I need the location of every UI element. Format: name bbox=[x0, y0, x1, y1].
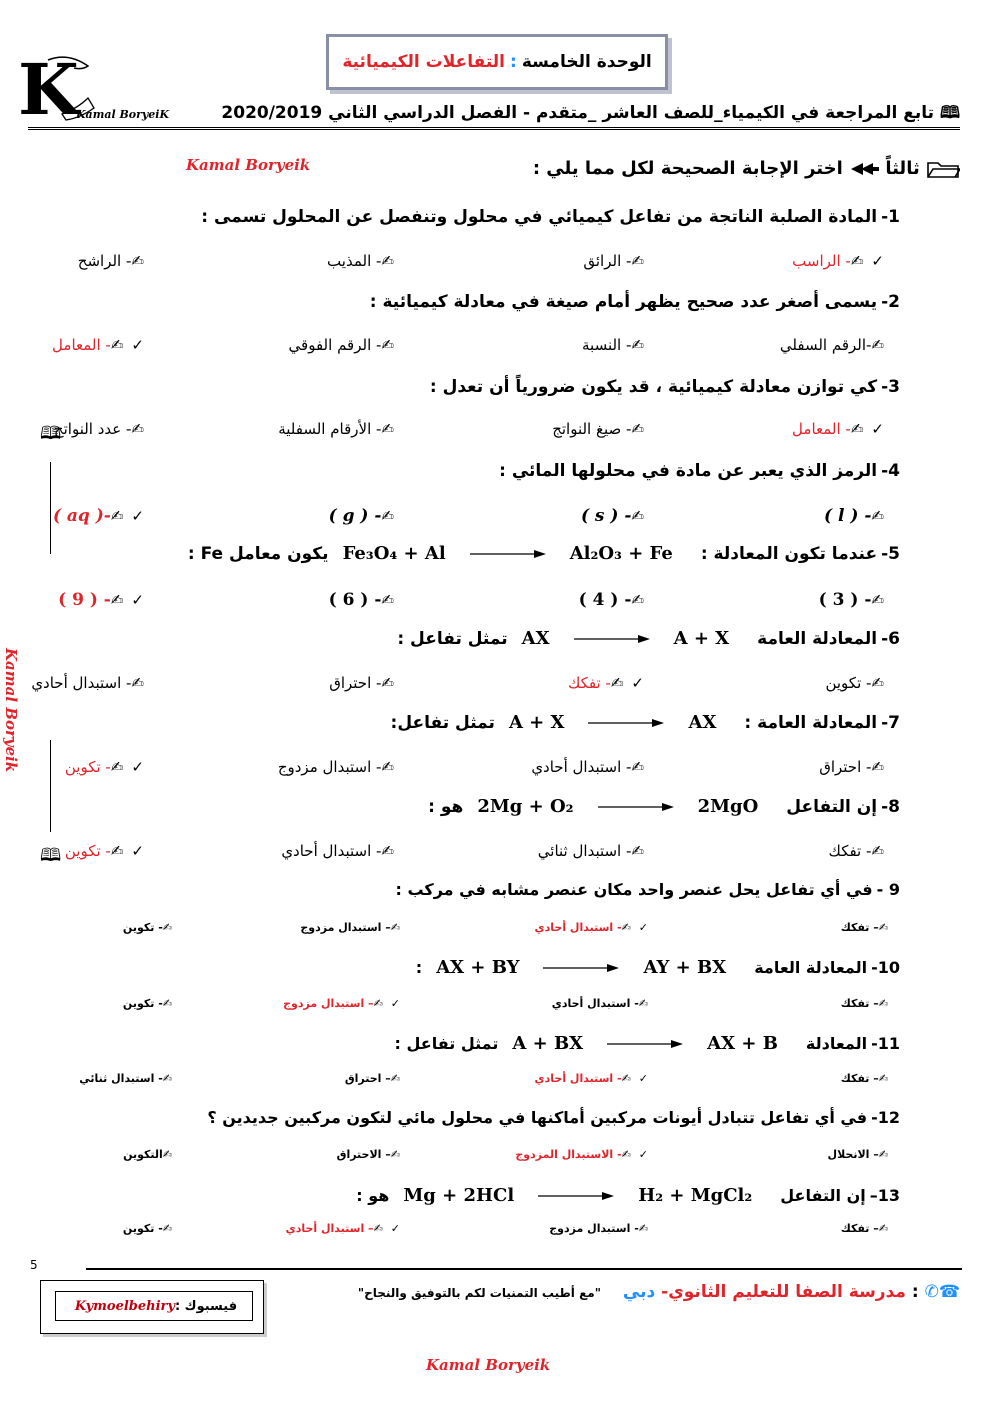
wishes: "مع أطيب التمنيات لكم بالتوفيق والنجاح" bbox=[357, 1286, 601, 1300]
option-7-3[interactable] bbox=[278, 758, 394, 776]
reaction-arrow-icon bbox=[586, 717, 666, 729]
pen-icon: ✍ bbox=[131, 674, 144, 692]
pen-icon: ✍ bbox=[381, 842, 394, 860]
option-11-3[interactable] bbox=[345, 1072, 400, 1085]
pen-icon: ✍ bbox=[110, 591, 124, 609]
pen-icon: ✍ bbox=[631, 842, 644, 860]
question-text: المعادلة bbox=[805, 1034, 868, 1053]
option-text: - استبدال أحادي bbox=[534, 921, 622, 934]
option-5-3[interactable] bbox=[329, 590, 394, 610]
equation-products: 2MgO bbox=[697, 796, 759, 817]
option-13-2[interactable] bbox=[549, 1222, 648, 1235]
question-1 bbox=[201, 207, 900, 227]
question-text: المعادلة العامة bbox=[757, 629, 878, 649]
option-5-1[interactable] bbox=[819, 590, 884, 610]
option-text: - النسبة bbox=[582, 336, 632, 354]
reaction-arrow-icon bbox=[468, 548, 548, 560]
pen-icon: ✍ bbox=[631, 420, 644, 438]
option-6-2[interactable] bbox=[568, 674, 644, 692]
pen-icon: ✍ bbox=[131, 420, 144, 438]
facebook-inner bbox=[55, 1291, 253, 1321]
pen-icon: ✍ bbox=[878, 1072, 888, 1085]
question-number: 3- bbox=[881, 377, 900, 397]
pen-icon: ✍ bbox=[162, 1222, 172, 1235]
option-text: - استبدال ثنائي bbox=[537, 842, 632, 860]
option-text: - ( g ) bbox=[328, 506, 382, 526]
pen-icon: ✍ bbox=[871, 591, 884, 609]
option-8-2[interactable] bbox=[538, 842, 644, 860]
equation-products: AX bbox=[688, 712, 717, 733]
equation bbox=[522, 628, 729, 649]
equation-reactants: AX bbox=[521, 628, 550, 649]
pen-icon: ✍ bbox=[381, 420, 394, 438]
question-number: 2- bbox=[881, 292, 900, 312]
option-5-4[interactable] bbox=[58, 590, 144, 610]
check-icon: ✓ bbox=[390, 997, 400, 1010]
pen-icon: ✍ bbox=[621, 921, 631, 934]
option-13-4[interactable] bbox=[123, 1222, 172, 1235]
option-text: – احتراق bbox=[344, 1072, 391, 1085]
pen-icon: ✍ bbox=[871, 758, 884, 776]
pen-icon: ✍ bbox=[871, 842, 884, 860]
equation-products: A + X bbox=[673, 628, 730, 649]
option-text: - المذيب bbox=[327, 252, 382, 270]
pen-icon: ✍ bbox=[621, 1072, 631, 1085]
question-7 bbox=[391, 712, 900, 733]
pen-icon: ✍ bbox=[631, 252, 644, 270]
option-9-2[interactable] bbox=[535, 921, 648, 934]
question-tail: تمثل تفاعل : bbox=[394, 1034, 499, 1053]
section-number: ثالثاً bbox=[885, 158, 920, 179]
pen-icon: ✍ bbox=[871, 336, 884, 354]
equation-reactants: A + BX bbox=[512, 1033, 584, 1054]
pen-icon: ✍ bbox=[850, 420, 864, 438]
question-text: إن التفاعل bbox=[786, 797, 878, 817]
question-text: المعادلة العامة bbox=[754, 958, 868, 977]
option-3-4[interactable] bbox=[54, 420, 144, 438]
option-text: - ( 4 ) bbox=[578, 590, 632, 610]
option-text: - الرقم الفوقي bbox=[288, 336, 382, 354]
option-2-4[interactable] bbox=[52, 336, 144, 354]
pen-icon: ✍ bbox=[381, 591, 394, 609]
option-7-2[interactable] bbox=[531, 758, 644, 776]
option-text: – الاحتراق bbox=[336, 1148, 391, 1161]
question-text: في أي تفاعل يحل عنصر واحد مكان عنصر مشابه في مركب : bbox=[395, 880, 873, 899]
question-text: يسمى أصغر عدد صحيح يظهر أمام صيغة في معادلة كيميائية : bbox=[369, 292, 878, 312]
pen-icon: ✍ bbox=[110, 336, 124, 354]
question-8 bbox=[428, 796, 900, 817]
school-city: دبي bbox=[622, 1282, 656, 1302]
equation bbox=[477, 796, 758, 817]
sidebar-line bbox=[50, 740, 51, 832]
option-text: – تفكك bbox=[840, 921, 879, 934]
question-tail: تمثل تفاعل: bbox=[390, 713, 495, 733]
pen-icon: ✍ bbox=[373, 1222, 383, 1235]
question-5 bbox=[188, 543, 900, 564]
question-4 bbox=[499, 461, 900, 481]
option-2-1[interactable] bbox=[780, 336, 884, 354]
option-3-3[interactable] bbox=[278, 420, 394, 438]
option-text: - تكوين bbox=[825, 674, 872, 692]
pen-icon: ✍ bbox=[631, 336, 644, 354]
reaction-arrow-icon bbox=[541, 962, 621, 974]
option-text: - استبدال أحادي bbox=[281, 842, 382, 860]
equation-reactants: 2Mg + O₂ bbox=[477, 796, 574, 817]
section-instruction: اختر الإجابة الصحيحة لكل مما يلي : bbox=[532, 158, 843, 179]
equation bbox=[403, 1185, 752, 1206]
book-icon: 🕮 bbox=[40, 845, 62, 866]
pen-icon: ✍ bbox=[871, 674, 884, 692]
pen-icon: ✍ bbox=[638, 997, 648, 1010]
option-4-1[interactable] bbox=[824, 506, 884, 526]
check-icon: ✓ bbox=[871, 420, 884, 438]
option-text: - استبدال أحادي bbox=[31, 674, 132, 692]
question-13 bbox=[356, 1185, 900, 1206]
book-icon: 🕮 bbox=[40, 423, 62, 444]
question-text: المعادلة العامة : bbox=[744, 713, 878, 733]
pen-icon: ✍ bbox=[162, 1148, 172, 1161]
option-9-4[interactable] bbox=[123, 921, 172, 934]
pen-icon: ✍ bbox=[110, 507, 124, 525]
course-line bbox=[208, 100, 960, 129]
option-text: - تفكك bbox=[828, 842, 872, 860]
option-text: – استبدال مزدوج bbox=[283, 997, 374, 1010]
option-1-3[interactable] bbox=[327, 252, 394, 270]
logo-letter: K bbox=[18, 48, 79, 131]
option-text: - صيغ النواتج bbox=[552, 420, 632, 438]
facebook-box bbox=[40, 1280, 264, 1334]
option-text: – الانحلال bbox=[827, 1148, 879, 1161]
pen-icon: ✍ bbox=[381, 336, 394, 354]
facebook-handle[interactable]: Kymoelbehiry bbox=[74, 1298, 175, 1314]
sidebar-line bbox=[50, 462, 51, 554]
unit-title-box bbox=[326, 34, 668, 90]
option-text: - استبدال أحادي bbox=[534, 1072, 622, 1085]
option-text: - تكوين bbox=[64, 842, 111, 860]
check-icon: ✓ bbox=[131, 591, 144, 609]
logo-name: Kamal BoryeiK bbox=[76, 108, 170, 121]
check-icon: ✓ bbox=[631, 674, 644, 692]
option-11-4[interactable] bbox=[79, 1072, 172, 1085]
option-1-4[interactable] bbox=[78, 252, 144, 270]
option-text: - استبدال أحادي bbox=[551, 997, 639, 1010]
check-icon: ✓ bbox=[131, 758, 144, 776]
footer-school: ☎✆ : مدرسة الصفا للتعليم الثانوي- دبي "مع أطيب التمنيات لكم بالتوفيق والنجاح" bbox=[357, 1282, 960, 1302]
question-10 bbox=[416, 957, 900, 978]
pen-icon: ✍ bbox=[110, 758, 124, 776]
option-text: – تفكك bbox=[840, 1072, 879, 1085]
equation-reactants: Fe₃O₄ + Al bbox=[342, 543, 446, 564]
pen-icon: ✍ bbox=[162, 921, 172, 934]
equation-products: H₂ + MgCl₂ bbox=[638, 1185, 753, 1206]
option-text: - احتراق bbox=[329, 674, 382, 692]
option-text: - استبدال ثنائي bbox=[79, 1072, 163, 1085]
check-icon: ✓ bbox=[131, 507, 144, 525]
pen-icon: ✍ bbox=[162, 997, 172, 1010]
question-12 bbox=[207, 1108, 900, 1127]
option-text: - الاستبدال المزدوج bbox=[515, 1148, 622, 1161]
option-10-2[interactable] bbox=[552, 997, 648, 1010]
question-tail: هو : bbox=[428, 797, 464, 817]
check-icon: ✓ bbox=[131, 842, 144, 860]
option-text: - تكوين bbox=[122, 997, 163, 1010]
equation bbox=[509, 712, 716, 733]
question-tail: تمثل تفاعل : bbox=[397, 629, 508, 649]
pen-icon: ✍ bbox=[638, 1222, 648, 1235]
check-icon: ✓ bbox=[638, 1148, 648, 1161]
option-text: - احتراق bbox=[819, 758, 872, 776]
signature-side: Kamal Boryeik bbox=[2, 648, 20, 773]
option-text: -الرقم السفلي bbox=[779, 336, 872, 354]
option-3-2[interactable] bbox=[552, 420, 644, 438]
option-9-1[interactable] bbox=[841, 921, 888, 934]
option-text: – استبدال أحادي bbox=[285, 1222, 374, 1235]
pen-icon: ✍ bbox=[381, 252, 394, 270]
question-text: إن التفاعل bbox=[780, 1186, 866, 1205]
option-10-1[interactable] bbox=[841, 997, 888, 1010]
pen-icon: ✍ bbox=[610, 674, 624, 692]
pen-icon: ✍ bbox=[162, 1072, 172, 1085]
question-text: المادة الصلبة الناتجة من تفاعل كيميائي في محلول وتنفصل عن المحلول تسمى : bbox=[201, 207, 878, 227]
question-tail: : bbox=[415, 958, 423, 977]
option-8-3[interactable] bbox=[281, 842, 394, 860]
phone-icon: ☎✆ bbox=[924, 1282, 960, 1302]
unit-separator: : bbox=[510, 52, 517, 72]
question-number: 13– bbox=[869, 1186, 900, 1205]
option-13-3[interactable] bbox=[286, 1222, 400, 1235]
pen-icon: ✍ bbox=[373, 997, 383, 1010]
book-icon: 🕮 bbox=[939, 103, 960, 123]
question-number: 11- bbox=[871, 1034, 900, 1053]
option-text: - ( 9 ) bbox=[58, 590, 111, 610]
question-11 bbox=[395, 1033, 900, 1054]
option-9-3[interactable] bbox=[300, 921, 400, 934]
pen-icon: ✍ bbox=[131, 252, 144, 270]
question-6 bbox=[397, 628, 900, 649]
option-10-4[interactable] bbox=[123, 997, 172, 1010]
pen-icon: ✍ bbox=[878, 1148, 888, 1161]
question-tail: هو : bbox=[356, 1186, 390, 1205]
pen-icon: ✍ bbox=[381, 674, 394, 692]
option-text: - ( s ) bbox=[580, 506, 632, 526]
question-text: الرمز الذي يعبر عن مادة في محلولها المائي : bbox=[499, 461, 878, 481]
equation-reactants: A + X bbox=[508, 712, 565, 733]
option-11-2[interactable] bbox=[535, 1072, 648, 1085]
signature-top: Kamal Boryeik bbox=[186, 156, 311, 174]
equation-reactants: AX + BY bbox=[436, 957, 520, 978]
option-6-4[interactable] bbox=[31, 674, 144, 692]
option-text: - استبدال مزدوج bbox=[549, 1222, 639, 1235]
option-7-4[interactable] bbox=[65, 758, 144, 776]
option-2-2[interactable] bbox=[582, 336, 644, 354]
option-text: التكوين bbox=[123, 1148, 163, 1161]
course-text: تابع المراجعة في الكيمياء_للصف العاشر _متقدم - الفصل الدراسي الثاني 2020/2019 bbox=[221, 103, 935, 123]
option-text: - الأرقام السفلية bbox=[278, 420, 382, 438]
pen-icon: ✍ bbox=[621, 1148, 631, 1161]
option-text: - المعامل bbox=[52, 336, 111, 354]
option-13-1[interactable] bbox=[841, 1222, 888, 1235]
option-text: - استبدال مزدوج bbox=[277, 758, 382, 776]
question-3 bbox=[430, 377, 900, 397]
option-4-3[interactable] bbox=[329, 506, 394, 526]
question-number: 7- bbox=[881, 713, 900, 733]
option-text: - تكوين bbox=[122, 921, 163, 934]
reaction-arrow-icon bbox=[605, 1038, 685, 1050]
check-icon: ✓ bbox=[871, 252, 884, 270]
option-text: – استبدال مزدوج bbox=[300, 921, 391, 934]
option-text: -( aq ) bbox=[52, 506, 111, 526]
page-number: 5 bbox=[30, 1258, 38, 1272]
question-number: 6- bbox=[881, 629, 900, 649]
reaction-arrow-icon bbox=[572, 633, 652, 645]
question-text: كي توازن معادلة كيميائية ، قد يكون ضرورياً أن تعدل : bbox=[429, 377, 878, 397]
question-text: في أي تفاعل تتبادل أيونات مركبين أماكنها في محلول مائي لتكون مركبين جديدين ؟ bbox=[207, 1108, 868, 1127]
equation bbox=[343, 543, 673, 564]
question-number: 8- bbox=[881, 797, 900, 817]
option-8-1[interactable] bbox=[829, 842, 884, 860]
pen-icon: ✍ bbox=[878, 921, 888, 934]
folder-icon bbox=[926, 159, 960, 179]
question-text: عندما تكون المعادلة : bbox=[700, 544, 878, 564]
option-12-1[interactable] bbox=[828, 1148, 888, 1161]
pen-icon: ✍ bbox=[631, 591, 644, 609]
question-number: 9 - bbox=[876, 880, 900, 899]
question-2 bbox=[370, 292, 900, 312]
header-rule bbox=[28, 127, 960, 130]
question-number: 5- bbox=[881, 544, 900, 564]
option-7-1[interactable] bbox=[819, 758, 884, 776]
equation-reactants: Mg + 2HCl bbox=[403, 1185, 515, 1206]
reaction-arrow-icon bbox=[596, 801, 676, 813]
pen-icon: ✍ bbox=[631, 507, 644, 525]
option-6-3[interactable] bbox=[329, 674, 394, 692]
option-2-3[interactable] bbox=[289, 336, 394, 354]
option-text: - المعامل bbox=[792, 420, 851, 438]
equation bbox=[512, 1033, 778, 1054]
unit-topic: التفاعلات الكيميائية bbox=[342, 52, 505, 72]
option-1-1[interactable] bbox=[792, 252, 884, 270]
pen-icon: ✍ bbox=[878, 997, 888, 1010]
option-text: - الراشح bbox=[77, 252, 132, 270]
check-icon: ✓ bbox=[638, 1072, 648, 1085]
footer-rule bbox=[86, 1268, 962, 1270]
question-number: 1- bbox=[881, 207, 900, 227]
option-text: – تفكك bbox=[840, 997, 879, 1010]
option-11-1[interactable] bbox=[841, 1072, 888, 1085]
option-12-4[interactable] bbox=[123, 1148, 172, 1161]
pen-icon: ✍ bbox=[390, 1072, 400, 1085]
pen-icon: ✍ bbox=[871, 507, 884, 525]
pen-icon: ✍ bbox=[850, 252, 864, 270]
option-6-1[interactable] bbox=[825, 674, 884, 692]
option-5-2[interactable] bbox=[579, 590, 644, 610]
question-tail: يكون معامل Fe : bbox=[187, 544, 329, 564]
equation-products: Al₂O₃ + Fe bbox=[569, 543, 673, 564]
option-text: - تفكك bbox=[567, 674, 611, 692]
option-text: - استبدال أحادي bbox=[531, 758, 632, 776]
option-text: - ( l ) bbox=[824, 506, 872, 526]
section-header bbox=[533, 158, 960, 179]
option-8-4[interactable] bbox=[65, 842, 144, 860]
school-name: مدرسة الصفا للتعليم الثانوي- bbox=[661, 1282, 906, 1302]
option-text: - تكوين bbox=[122, 1222, 163, 1235]
reaction-arrow-icon bbox=[536, 1190, 616, 1202]
double-arrow-icon bbox=[849, 161, 879, 177]
unit-label: الوحدة الخامسة bbox=[521, 52, 652, 72]
question-number: 12- bbox=[871, 1108, 900, 1127]
pen-icon: ✍ bbox=[631, 758, 644, 776]
option-text: - ( 6 ) bbox=[328, 590, 382, 610]
option-text: – تفكك bbox=[840, 1222, 879, 1235]
option-12-2[interactable] bbox=[515, 1148, 648, 1161]
question-number: 10- bbox=[871, 958, 900, 977]
option-12-3[interactable] bbox=[337, 1148, 400, 1161]
option-text: - تكوين bbox=[64, 758, 111, 776]
facebook-label: فيسبوك : bbox=[174, 1298, 238, 1314]
option-text: - الراسب bbox=[792, 252, 851, 270]
check-icon: ✓ bbox=[638, 921, 648, 934]
pen-icon: ✍ bbox=[381, 758, 394, 776]
check-icon: ✓ bbox=[131, 336, 144, 354]
equation-products: AY + BX bbox=[643, 957, 727, 978]
check-icon: ✓ bbox=[390, 1222, 400, 1235]
pen-icon: ✍ bbox=[381, 507, 394, 525]
question-number: 4- bbox=[881, 461, 900, 481]
question-9 bbox=[395, 880, 900, 899]
option-4-4[interactable] bbox=[53, 506, 144, 526]
pen-icon: ✍ bbox=[390, 1148, 400, 1161]
option-text: - ( 3 ) bbox=[818, 590, 872, 610]
option-10-3[interactable] bbox=[283, 997, 400, 1010]
equation bbox=[436, 957, 726, 978]
pen-icon: ✍ bbox=[390, 921, 400, 934]
signature-bottom: Kamal Boryeik bbox=[426, 1356, 551, 1374]
option-4-2[interactable] bbox=[581, 506, 644, 526]
option-text: - عدد النواتج bbox=[53, 420, 132, 438]
equation-products: AX + B bbox=[707, 1033, 778, 1054]
option-3-1[interactable] bbox=[792, 420, 884, 438]
option-text: - الرائق bbox=[583, 252, 632, 270]
pen-icon: ✍ bbox=[110, 842, 124, 860]
pen-icon: ✍ bbox=[878, 1222, 888, 1235]
option-1-2[interactable] bbox=[583, 252, 644, 270]
